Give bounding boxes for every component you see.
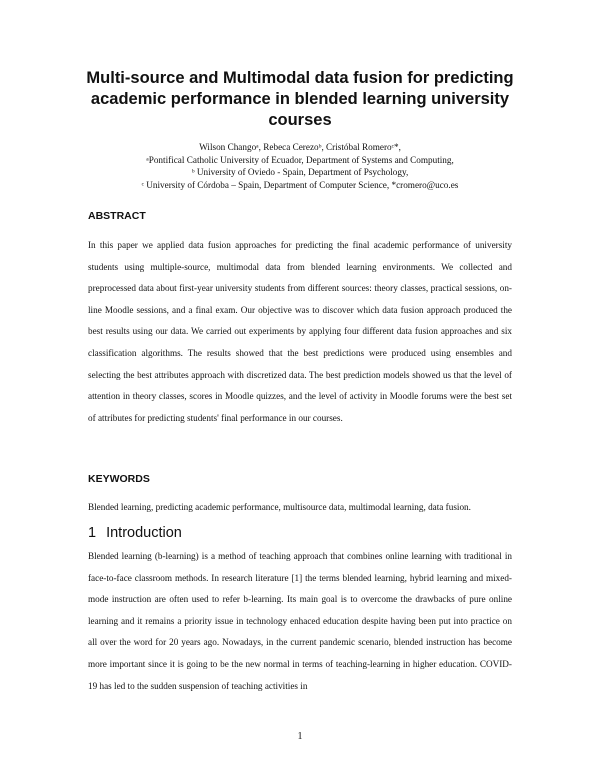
paper-title: Multi-source and Multimodal data fusion for predicting academic performance in blended learning university courses (86, 69, 514, 129)
keywords-heading: KEYWORDS (88, 473, 150, 485)
keywords-text: Blended learning, predicting academic performance, multisource data, multimodal learning, data fusion. (88, 502, 471, 512)
section-number: 1 (88, 525, 97, 541)
page-number: 1 (297, 731, 303, 742)
affiliation-a: ᵃPontifical Catholic University of Ecuador, Department of Systems and Computing, (146, 154, 454, 165)
section-title: Introduction (106, 525, 182, 541)
abstract-heading: ABSTRACT (88, 210, 146, 222)
affiliation-b: ᵇ University of Oviedo - Spain, Department of Psychology, (191, 167, 409, 178)
authors-line: Wilson Changoᵃ, Rebeca Cerezoᵇ, Cristóbal Romeroᶜ*, (199, 142, 401, 152)
introduction-text: Blended learning (b-learning) is a method of teaching approach that combines online learning with traditional in face-to-face classroom methods. In research literature [1] the terms blended learning, hybrid learning and mixed-mode instruction are often used to refer b-learning. Its main goal is to overcome the drawbacks of pure online learning and it remains a priority issue in technology enhaced education despite having been put into practice on all over the word for 20 years ago. Nowadays, in the current pandemic scenario, blended instruction has become more important since it is going to be the new normal in terms of teaching-learning in higher education. COVID-19 has led to the sudden suspension of teaching activities in (88, 551, 512, 691)
affiliation-c: ᶜ University of Córdoba – Spain, Department of Computer Science, *cromero@uco.es (141, 179, 459, 190)
section-heading-introduction (88, 525, 182, 541)
abstract-text: In this paper we applied data fusion approaches for predicting the final academic performance of university students using multiple-source, multimodal data from blended learning environments. We collected and preprocessed data about first-year university students from different sources: theory classes, practical sessions, on-line Moodle sessions, and a final exam. Our objective was to discover which data fusion approach produced the best results using our data. We carried out experiments by applying four different data fusion approaches and six classification algorithms. The results showed that the best predictions were produced using ensembles and selecting the best attributes approach with discretized data. The best prediction models showed us that the level of attention in theory classes, scores in Moodle quizzes, and the level of activity in Moodle forums were the best set of attributes for predicting students' final performance in our courses. (88, 240, 512, 423)
author-block (70, 141, 530, 191)
